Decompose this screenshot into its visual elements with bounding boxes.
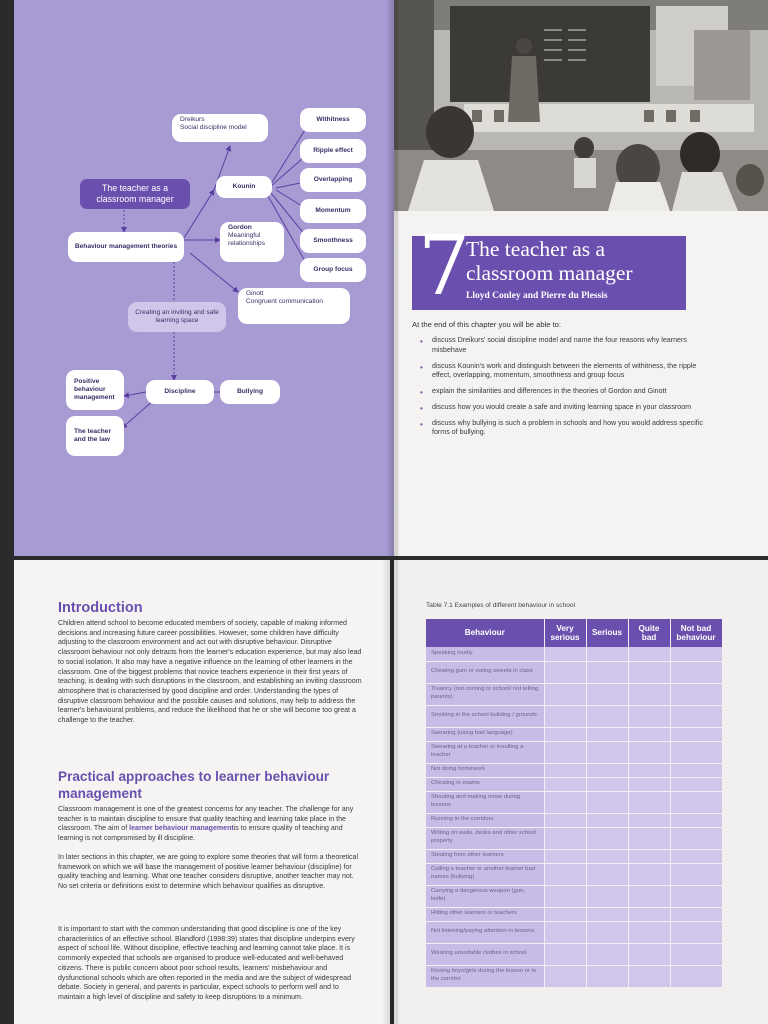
behaviour-cell: Chewing gum or eating sweets in class bbox=[426, 661, 544, 683]
rating-cell bbox=[586, 885, 628, 907]
table-row bbox=[426, 827, 722, 849]
rating-cell bbox=[670, 763, 722, 777]
chapter-number: 7 bbox=[418, 219, 471, 314]
rating-cell bbox=[670, 943, 722, 965]
rating-cell bbox=[586, 943, 628, 965]
positive-behaviour-node: Positive behaviour management bbox=[66, 370, 124, 410]
gordon-name: Gordon bbox=[228, 224, 252, 231]
behaviour-cell: Speaking loudly bbox=[426, 647, 544, 661]
rating-cell bbox=[544, 705, 586, 727]
rating-cell bbox=[628, 943, 670, 965]
rating-cell bbox=[628, 647, 670, 661]
introduction-heading: Introduction bbox=[58, 600, 143, 616]
column-header-quite-bad: Quite bad bbox=[628, 619, 670, 647]
ginott-desc: Congruent communication bbox=[246, 298, 323, 306]
rating-cell bbox=[544, 661, 586, 683]
rating-cell bbox=[628, 813, 670, 827]
table-header-row bbox=[426, 619, 722, 647]
rating-cell bbox=[628, 921, 670, 943]
table-row bbox=[426, 907, 722, 921]
table-row bbox=[426, 741, 722, 763]
behaviour-table-body bbox=[426, 647, 722, 987]
rating-cell bbox=[586, 863, 628, 885]
kounin-element-group-focus: Group focus bbox=[300, 258, 366, 282]
table-caption: Table 7.1 Examples of different behaviour in school bbox=[426, 602, 576, 609]
theories-node: Behaviour management theories bbox=[68, 232, 184, 262]
gordon-desc: Meaningful relationships bbox=[228, 232, 266, 248]
table-row bbox=[426, 727, 722, 741]
bullying-node: Bullying bbox=[220, 380, 280, 404]
chapter-title: The teacher as a classroom manager bbox=[466, 237, 633, 285]
table-row bbox=[426, 763, 722, 777]
column-header-behaviour: Behaviour bbox=[426, 619, 544, 647]
outcomes-intro: At the end of this chapter you will be able to: bbox=[412, 320, 562, 329]
rating-cell bbox=[586, 683, 628, 705]
kounin-node: Kounin bbox=[216, 176, 272, 198]
rating-cell bbox=[628, 885, 670, 907]
behaviour-cell: Truancy (not coming to school/ not telling parents) bbox=[426, 683, 544, 705]
practical-paragraph-2: In later sections in this chapter, we are going to explore some theories that will form a theoretical framework on which we will base the management of positive learner behaviour (discipline) for quality teaching and learning. What one teacher considers disruptive, another teacher may not. No set criteria or definitions exist to determine which behaviour qualifies as disruptive. bbox=[58, 854, 359, 891]
practical-paragraph-3: It is important to start with the common understanding that good discipline is one of the key characteristics of an effective school. Blandford (1998:39) states that discipline underpins every aspect of school life. Without discipline, effective teaching and learning cannot take place. It is commonly expected that schools are organised to produce well-educated and well-behaved citizens. There is public concern about poor school results, learners' misbehaviour and dysfunctional schools which are often reported in the media and are the subject of widespread debate. Society in general, and parents in particular, expect schools to perform well and to maintain a high level of discipline and safety to keep disruptions to a minimum. bbox=[58, 926, 355, 1002]
rating-cell bbox=[586, 813, 628, 827]
spine-line bbox=[396, 0, 398, 1024]
column-header-serious: Serious bbox=[586, 619, 628, 647]
rating-cell bbox=[628, 827, 670, 849]
table-row bbox=[426, 943, 722, 965]
behaviour-cell: Stealing from other learners bbox=[426, 849, 544, 863]
introduction-paragraph: Children attend school to become educated members of society, capable of making informed decisions and increasing future career possibilities. However, some children have difficulty adjusting to the classroom environment and act out with disruptive behaviour. Disruptive classroom behaviour not only detracts from the learner's education experience, but may also lead to social isolation. It also may have a negative influence on the learning of other learners in the classroom. One of the biggest problems that novice teachers experience in their first years of teaching, is dealing with such disruptions in the classroom, and establishing an inviting classroom atmosphere that is characterised by good discipline and order. Understanding the types of disruptive classroom behaviour and the possible causes and solutions, may help to address the learner's behavioural problems, and reduce the likelihood that he or she will become too great a challenge to the teacher. bbox=[58, 620, 362, 725]
practical-paragraph-1 bbox=[58, 805, 362, 844]
rating-cell bbox=[544, 647, 586, 661]
rating-cell bbox=[586, 705, 628, 727]
list-item: • discuss Dreikurs' social discipline model and name the four reasons why learners misbehave bbox=[418, 336, 708, 356]
practical-approaches-heading: Practical approaches to learner behaviour management bbox=[58, 769, 330, 802]
rating-cell bbox=[670, 683, 722, 705]
ginott-name: Ginott bbox=[246, 290, 264, 297]
behaviour-cell: Swearing at a teacher or insulting a teacher bbox=[426, 741, 544, 763]
teacher-law-node: The teacher and the law bbox=[66, 416, 124, 456]
behaviour-cell: Cheating in exams bbox=[426, 777, 544, 791]
learning-space-node: Creating an inviting and safe learning space bbox=[128, 302, 226, 332]
rating-cell bbox=[544, 777, 586, 791]
rating-cell bbox=[670, 741, 722, 763]
rating-cell bbox=[628, 683, 670, 705]
rating-cell bbox=[628, 849, 670, 863]
table-row bbox=[426, 885, 722, 907]
kounin-element-withitness: Withitness bbox=[300, 108, 366, 132]
rating-cell bbox=[586, 777, 628, 791]
table-row bbox=[426, 777, 722, 791]
rating-cell bbox=[628, 791, 670, 813]
table-row bbox=[426, 661, 722, 683]
behaviour-cell: Carrying a dangerous weapon (gun, knife) bbox=[426, 885, 544, 907]
rating-cell bbox=[544, 943, 586, 965]
chapter-authors: Lloyd Conley and Pierre du Plessis bbox=[466, 291, 608, 301]
rating-cell bbox=[670, 863, 722, 885]
list-item: • discuss Kounin's work and distinguish between the elements of withitness, the ripple effect, overlapping, momentum, smoothness and group focus bbox=[418, 362, 708, 382]
rating-cell bbox=[586, 791, 628, 813]
gordon-node bbox=[220, 222, 284, 262]
table-row bbox=[426, 647, 722, 661]
rating-cell bbox=[670, 849, 722, 863]
rating-cell bbox=[544, 827, 586, 849]
list-item: • discuss how you would create a safe and inviting learning space in your classroom bbox=[418, 403, 708, 413]
kounin-element-momentum: Momentum bbox=[300, 199, 366, 223]
rating-cell bbox=[628, 863, 670, 885]
rating-cell bbox=[628, 741, 670, 763]
rating-cell bbox=[628, 727, 670, 741]
behaviour-cell: Not listening/paying attention in lessons bbox=[426, 921, 544, 943]
behaviour-cell: Smoking in the school building / grounds bbox=[426, 705, 544, 727]
rating-cell bbox=[586, 849, 628, 863]
discipline-node: Discipline bbox=[146, 380, 214, 404]
rating-cell bbox=[670, 777, 722, 791]
dreikurs-node bbox=[172, 114, 268, 142]
behaviour-cell: Not doing homework bbox=[426, 763, 544, 777]
rating-cell bbox=[628, 705, 670, 727]
rating-cell bbox=[670, 885, 722, 907]
behaviour-cell: Swearing (using bad language) bbox=[426, 727, 544, 741]
rating-cell bbox=[670, 921, 722, 943]
rating-cell bbox=[544, 683, 586, 705]
rating-cell bbox=[586, 965, 628, 987]
rating-cell bbox=[586, 661, 628, 683]
rating-cell bbox=[586, 763, 628, 777]
rating-cell bbox=[670, 965, 722, 987]
kounin-element-smoothness: Smoothness bbox=[300, 229, 366, 253]
rating-cell bbox=[628, 661, 670, 683]
rating-cell bbox=[670, 727, 722, 741]
rating-cell bbox=[544, 813, 586, 827]
rating-cell bbox=[586, 921, 628, 943]
kounin-element-overlapping: Overlapping bbox=[300, 168, 366, 192]
behaviour-table bbox=[426, 619, 723, 988]
behaviour-cell: Kissing boys/girls during the lesson or in the corridor bbox=[426, 965, 544, 987]
rating-cell bbox=[544, 791, 586, 813]
rating-cell bbox=[544, 763, 586, 777]
column-header-not-bad: Not bad behaviour bbox=[670, 619, 722, 647]
kounin-element-ripple-effect: Ripple effect bbox=[300, 139, 366, 163]
rating-cell bbox=[670, 647, 722, 661]
column-header-very-serious: Very serious bbox=[544, 619, 586, 647]
key-term-learner-behaviour-management: learner behaviour management bbox=[129, 825, 234, 833]
table-row bbox=[426, 849, 722, 863]
rating-cell bbox=[544, 907, 586, 921]
table-row bbox=[426, 921, 722, 943]
behaviour-cell: Writing on walls, desks and other school property bbox=[426, 827, 544, 849]
behaviour-cell: Shouting and making noise during lessons bbox=[426, 791, 544, 813]
behaviour-cell: Wearing unsuitable clothes in school bbox=[426, 943, 544, 965]
practical-p1-end: is to ensure quality of teaching and learning is not compromised by ill discipline. bbox=[58, 825, 343, 843]
behaviour-cell: Calling a teacher or another learner bad names (bullying) bbox=[426, 863, 544, 885]
learning-outcomes-list bbox=[418, 336, 708, 444]
list-item: • explain the similarities and differences in the theories of Gordon and Ginott bbox=[418, 387, 708, 397]
classroom-photo bbox=[394, 0, 768, 211]
mind-map-page bbox=[14, 0, 394, 556]
behaviour-cell: Hitting other learners or teachers bbox=[426, 907, 544, 921]
rating-cell bbox=[628, 763, 670, 777]
rating-cell bbox=[544, 741, 586, 763]
ginott-node bbox=[238, 288, 350, 324]
table-row bbox=[426, 965, 722, 987]
rating-cell bbox=[670, 813, 722, 827]
rating-cell bbox=[670, 705, 722, 727]
rating-cell bbox=[544, 965, 586, 987]
table-row bbox=[426, 791, 722, 813]
table-row bbox=[426, 863, 722, 885]
rating-cell bbox=[544, 849, 586, 863]
rating-cell bbox=[670, 791, 722, 813]
behaviour-cell: Running in the corridors bbox=[426, 813, 544, 827]
rating-cell bbox=[628, 777, 670, 791]
rating-cell bbox=[544, 863, 586, 885]
rating-cell bbox=[544, 727, 586, 741]
practical-p1-start: Classroom management is one of the greatest concerns for any teacher. The challenge for any teacher is to maintain discipline to ensure that quality teaching and learning take place in the classroom. The aim of bbox=[58, 806, 354, 833]
rating-cell bbox=[586, 827, 628, 849]
table-row bbox=[426, 705, 722, 727]
rating-cell bbox=[670, 661, 722, 683]
rating-cell bbox=[628, 965, 670, 987]
dreikurs-desc: Social discipline model bbox=[180, 124, 247, 132]
table-row bbox=[426, 813, 722, 827]
table-row bbox=[426, 683, 722, 705]
rating-cell bbox=[670, 827, 722, 849]
rating-cell bbox=[670, 907, 722, 921]
list-item: • discuss why bullying is such a problem in schools and how you would address specific forms of bullying. bbox=[418, 419, 708, 439]
rating-cell bbox=[586, 727, 628, 741]
rating-cell bbox=[544, 921, 586, 943]
rating-cell bbox=[586, 741, 628, 763]
rating-cell bbox=[586, 907, 628, 921]
dreikurs-name: Dreikurs bbox=[180, 116, 205, 123]
rating-cell bbox=[586, 647, 628, 661]
rating-cell bbox=[628, 907, 670, 921]
rating-cell bbox=[544, 885, 586, 907]
mind-map-title: The teacher as a classroom manager bbox=[80, 179, 190, 209]
